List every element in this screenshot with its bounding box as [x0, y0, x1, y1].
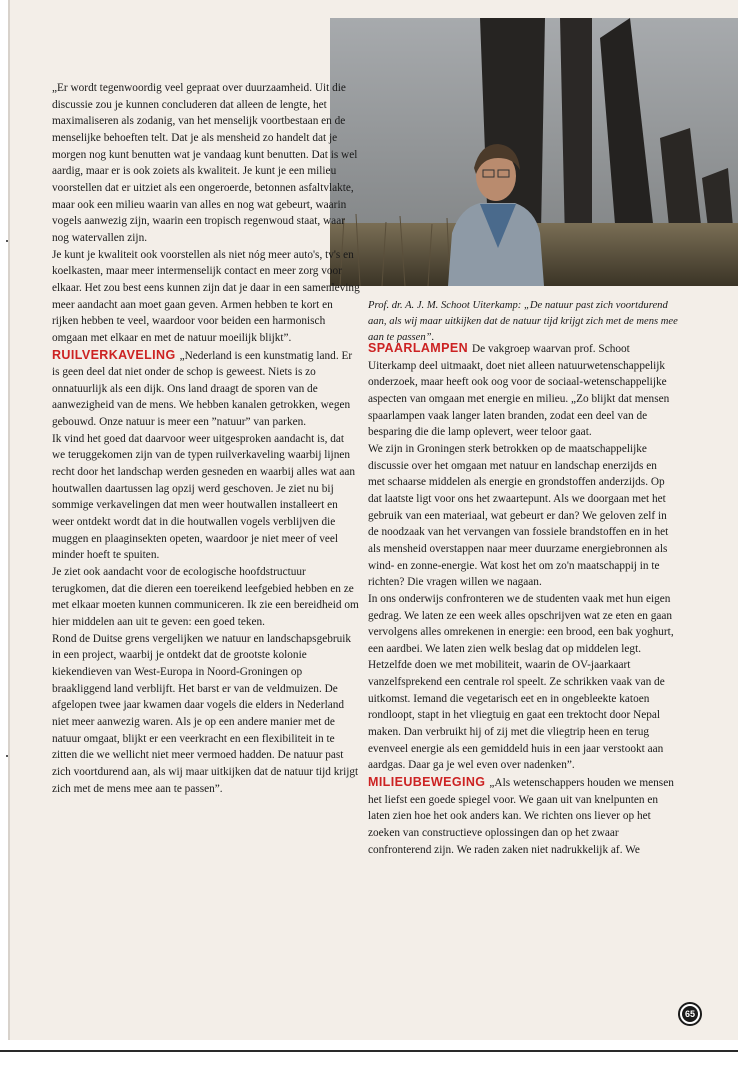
paragraph: We zijn in Groningen sterk betrokken op de maatschappelijke discussie over het omgaan met natuur en landschap enerzijds en met schaarse middelen als energie en grondstoffen anderzijds. Op dat laatste ligt voor ons het zwaartepunt. Als we doorgaan met het gebruik van een materiaal, wat gebeurt er dan? We geloven zelf in de noodzaak van het vervangen van fossiele brandstoffen en in het als mensheid overstappen naar meer duurzame energiebronnen als wind- en zonne-energie. Wat kost het om zo'n maatschappij in te richten? Die vragen willen we nagaan. [368, 442, 669, 589]
paragraph [368, 774, 674, 858]
margin-mark [6, 240, 8, 242]
paragraph: Ik vind het goed dat daarvoor weer uitgesproken aandacht is, dat we teruggekomen zijn van de typen ruilverkaveling waarbij lijnen recht door het landschap werden gesneden en waarbij alles wat aan houtwallen daartussen lag opzij werd geschoven. Je ziet nu bij sommige verkavelingen dat men weer houtwallen installeert en weer ontdekt wordt dat in die houtwallen vogels verblijven die muggen en plaaginsekten opeten, waardoor je niet meer of veel minder hoeft te spuiten. [52, 432, 356, 562]
paragraph: In ons onderwijs confronteren we de studenten vaak met hun eigen gedrag. We laten ze een week alles opschrijven wat ze eten en gaan vervolgens alles omrekenen in energie: een brood, een bak yoghurt, een aardbei. We laten zien welk beslag dat op middelen legt. Hetzelfde doen we met mobiliteit, waarin de OV-jaarkaart vanzelfsprekend een centrale rol speelt. Ze schrikken vaak van de uitkomst. Iemand die vegetarisch eet en in ongebleekte katoen rondloopt, stapt in het vliegtuig en gaat een trektocht door Nepal maken. Dan verbruikt hij of zij met die vliegtrip heen en terug evenveel energie als een gemiddeld huis in een jaar verstookt aan aardgas. Daar ga je wel even over nadenken”. [368, 592, 674, 772]
section-heading-ruilverkaveling: RUILVERKAVELING [52, 347, 176, 362]
paragraph: Rond de Duitse grens vergelijken we natuur en landschapsgebruik in een project, waarbij je ontdekt dat de grootste kolonie kiekendieven van West-Europa in Noord-Groningen op braakliggend land verblijft. Het barst er van de veldmuizen. De afgelopen twee jaar kwamen daar vogels die elders in Nederland niet meer aanwezig waren. Als je op een andere manier met de natuur omgaat, blijkt er een veerkracht en een flexibiliteit in te zitten die we wellicht niet meer vermoed hadden. De natuur past zich voortdurend aan, als wij maar uitkijken dat de natuur tijd krijgt zich met de mens mee aan te passen”. [52, 632, 359, 795]
portrait-illustration [330, 18, 738, 286]
margin-mark [6, 755, 8, 757]
paragraph-text: De vakgroep waarvan prof. Schoot Uiterkamp deel uitmaakt, doet niet alleen natuurwetenschappelijk onderzoek, maar heeft ook oog voor de sociaal-wetenschappelijke aspecten van omgaan met energie en milieu. „Zo blijkt dat mensen spaarlampen vaak langer laten branden, zodat een deel van de besparing die die lamp oplevert, weer teloor gaat. [368, 343, 670, 439]
paragraph-text: „Als wetenschappers houden we mensen het liefst een goede spiegel voor. We gaan uit van knelpunten en laten zien hoe het ook anders kan. We richten ons liever op het zoeken van constructieve oplossingen dan op het zwaar confronterend zijn. We raden zaken niet nadrukkelijk af. We [368, 777, 674, 856]
left-column [52, 80, 360, 797]
binding-edge [8, 0, 10, 1040]
section-heading-milieubeweging: MILIEUBEWEGING [368, 775, 486, 790]
portrait-photo [330, 18, 738, 286]
paragraph: Je ziet ook aandacht voor de ecologische hoofdstructuur terugkomen, dat die dieren een toereikend leefgebied hebben en ze met elkaar moeten kunnen communiceren. Ik zie een bereidheid om hier middelen aan uit te geven: een goed teken. [52, 566, 359, 628]
page-number-badge [678, 1002, 702, 1026]
paragraph [368, 340, 674, 441]
paragraph [52, 347, 360, 431]
bottom-margin [0, 1040, 738, 1068]
paragraph: Je kunt je kwaliteit ook voorstellen als niet nóg meer auto's, tv's en koelkasten, maar meer intermenselijk contact en meer zorg voor elkaar. Het zou best eens kunnen zijn dat je daar in een samenleving meer aandacht aan moet gaan geven. Armen hebben te kort en rijken hebben te veel, waardoor voor beiden een harmonisch omgaan met elkaar en met de natuur moeilijk blijkt”. [52, 248, 360, 344]
bottom-rule [0, 1050, 738, 1052]
photo-caption: Prof. dr. A. J. M. Schoot Uiterkamp: „De natuur past zich voortdurend aan, als wij maar uitkijken dat de natuur tijd krijgt zich met de mens mee aan te passen”. [368, 300, 678, 343]
right-column [368, 340, 674, 858]
paragraph: „Er wordt tegenwoordig veel gepraat over duurzaamheid. Uit die discussie zou je kunnen concluderen dat alleen de lengte, het maximaliseren als zodanig, van het menselijk voortbestaan en de menselijke behoeften telt. Dat je als mensheid zo handelt dat je morgen nog kunt benutten wat je vandaag kunt benutten. Dat is wel aardig, maar er is ook zoiets als kwaliteit. Je kunt je een milieu voorstellen dat er uitziet als een ongeroerde, betonnen asfaltvlakte, maar ook een milieu waarin van alles en nog wat gebeurt, waarin vogels aanwezig zijn, waarin een tropisch regenwoud staat, waar nog watervallen zijn. [52, 82, 358, 244]
paragraph-text: „Nederland is een kunstmatig land. Er is geen deel dat niet onder de schop is geweest. Niets is zo onnatuurlijk als een dijk. Ons land draagt de sporen van de aanwezigheid van de mens. We hebben kanalen getrokken, wegen gebouwd. Onze natuur is meer een ”natuur” van parken. [52, 349, 353, 429]
section-heading-spaarlampen: SPAARLAMPEN [368, 341, 469, 355]
page-number: 65 [682, 1006, 698, 1022]
